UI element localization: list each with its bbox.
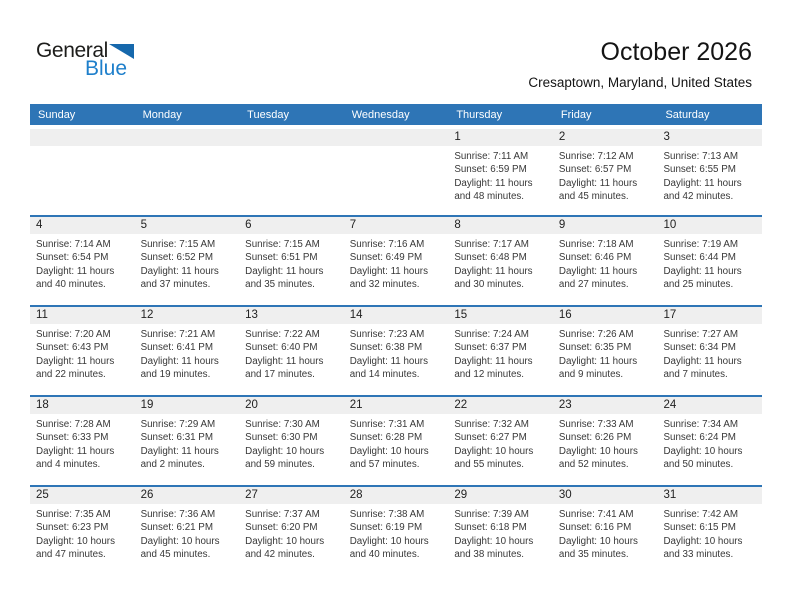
day-number: 22: [448, 397, 553, 414]
day-detail-line: and 52 minutes.: [558, 459, 629, 471]
day-number: 26: [135, 487, 240, 504]
day-detail-line: Sunset: 6:38 PM: [349, 342, 423, 354]
day-number: 27: [239, 487, 344, 504]
calendar-day-cell: [135, 397, 240, 485]
day-detail-line: and 55 minutes.: [454, 459, 525, 471]
calendar-day-cell: [448, 397, 553, 485]
day-number: 24: [657, 397, 762, 414]
day-detail-line: and 42 minutes.: [663, 191, 734, 203]
day-detail-line: and 45 minutes.: [140, 549, 211, 561]
day-number: 11: [30, 307, 135, 324]
page-subtitle: Cresaptown, Maryland, United States: [528, 75, 752, 90]
day-detail-line: Daylight: 10 hours: [349, 535, 429, 547]
day-detail-line: Sunset: 6:35 PM: [558, 342, 632, 354]
general-blue-logo: [36, 40, 134, 78]
day-detail-line: Sunrise: 7:18 AM: [558, 239, 634, 250]
weekday-header-friday: Friday: [560, 108, 592, 121]
day-details: [657, 234, 762, 292]
day-detail-line: and 7 minutes.: [663, 369, 728, 381]
calendar-day-cell: [448, 129, 553, 215]
day-detail-line: Sunrise: 7:38 AM: [349, 509, 425, 520]
day-details: [239, 146, 344, 150]
day-details: [553, 234, 658, 292]
day-detail-line: Daylight: 10 hours: [36, 535, 115, 547]
day-detail-line: and 50 minutes.: [663, 459, 734, 471]
day-number: 21: [344, 397, 449, 414]
day-details: [553, 414, 658, 472]
calendar-day-cell: [239, 129, 344, 215]
day-detail-line: Daylight: 11 hours: [36, 265, 115, 277]
day-details: [553, 324, 658, 382]
day-detail-line: and 40 minutes.: [36, 279, 106, 291]
day-detail-line: Daylight: 10 hours: [454, 535, 534, 547]
day-detail-line: Sunrise: 7:42 AM: [663, 509, 739, 520]
day-number: 17: [657, 307, 762, 324]
calendar-day-cell: [553, 307, 658, 395]
day-number: 19: [135, 397, 240, 414]
day-detail-line: and 32 minutes.: [349, 279, 420, 291]
calendar-day-cell: [239, 307, 344, 395]
day-detail-line: Sunrise: 7:20 AM: [36, 329, 111, 340]
day-detail-line: Sunset: 6:52 PM: [140, 252, 214, 264]
day-detail-line: Sunrise: 7:14 AM: [36, 239, 111, 250]
day-detail-line: Sunrise: 7:24 AM: [454, 329, 529, 340]
day-details: [657, 324, 762, 382]
day-number: 12: [135, 307, 240, 324]
day-number: 20: [239, 397, 344, 414]
day-number: 13: [239, 307, 344, 324]
day-detail-line: Sunset: 6:26 PM: [558, 432, 632, 444]
calendar-day-cell: [135, 129, 240, 215]
calendar-day-cell: [344, 217, 449, 305]
day-detail-line: Sunset: 6:57 PM: [558, 164, 632, 176]
day-detail-line: Daylight: 11 hours: [454, 265, 533, 277]
day-details: [30, 414, 135, 472]
day-detail-line: Daylight: 10 hours: [454, 445, 534, 457]
day-detail-line: Daylight: 11 hours: [245, 355, 324, 367]
day-detail-line: and 37 minutes.: [140, 279, 211, 291]
day-details: [553, 146, 658, 204]
weekday-header-wednesday: Wednesday: [351, 108, 410, 121]
day-number: [239, 129, 344, 146]
day-details: [30, 504, 135, 562]
day-detail-line: and 40 minutes.: [349, 549, 420, 561]
calendar-day-cell: [553, 217, 658, 305]
day-details: [30, 146, 135, 150]
calendar-day-cell: [553, 487, 658, 575]
day-details: [448, 504, 553, 562]
day-number: 6: [239, 217, 344, 234]
weekday-header-saturday: Saturday: [665, 108, 710, 121]
day-number: 10: [657, 217, 762, 234]
day-detail-line: Sunrise: 7:15 AM: [245, 239, 320, 250]
day-number: [135, 129, 240, 146]
calendar-week-row: [30, 395, 762, 485]
day-detail-line: Daylight: 11 hours: [663, 177, 742, 189]
day-detail-line: Sunrise: 7:27 AM: [663, 329, 739, 340]
title-block: [528, 38, 752, 91]
day-details: [344, 234, 449, 292]
day-details: [135, 504, 240, 562]
day-detail-line: Sunset: 6:15 PM: [663, 522, 736, 534]
day-details: [135, 324, 240, 382]
day-detail-line: Sunset: 6:33 PM: [36, 432, 109, 444]
calendar-day-cell: [448, 307, 553, 395]
calendar-day-cell: [448, 487, 553, 575]
day-detail-line: Sunset: 6:54 PM: [36, 252, 109, 264]
day-detail-line: Sunrise: 7:37 AM: [245, 509, 320, 520]
day-detail-line: Daylight: 11 hours: [245, 265, 324, 277]
calendar-day-cell: [344, 487, 449, 575]
day-detail-line: and 17 minutes.: [245, 369, 315, 381]
day-detail-line: Sunrise: 7:15 AM: [140, 239, 216, 250]
day-detail-line: Sunrise: 7:22 AM: [245, 329, 320, 340]
day-detail-line: Daylight: 11 hours: [558, 177, 638, 189]
day-detail-line: Sunset: 6:16 PM: [558, 522, 632, 534]
day-number: 14: [344, 307, 449, 324]
calendar-day-cell: [135, 487, 240, 575]
day-details: [30, 234, 135, 292]
day-detail-line: Sunset: 6:48 PM: [454, 252, 527, 264]
day-detail-line: Sunrise: 7:36 AM: [140, 509, 216, 520]
day-detail-line: and 47 minutes.: [36, 549, 106, 561]
day-detail-line: Sunrise: 7:39 AM: [454, 509, 529, 520]
day-number: 28: [344, 487, 449, 504]
day-detail-line: and 22 minutes.: [36, 369, 106, 381]
day-detail-line: Daylight: 11 hours: [663, 265, 742, 277]
calendar-week-row: [30, 215, 762, 305]
day-detail-line: Sunset: 6:20 PM: [245, 522, 318, 534]
day-detail-line: Sunset: 6:37 PM: [454, 342, 527, 354]
day-detail-line: and 38 minutes.: [454, 549, 525, 561]
day-detail-line: Sunset: 6:30 PM: [245, 432, 318, 444]
day-detail-line: Sunset: 6:43 PM: [36, 342, 109, 354]
day-detail-line: Sunset: 6:59 PM: [454, 164, 527, 176]
day-number: 31: [657, 487, 762, 504]
day-detail-line: Sunset: 6:44 PM: [663, 252, 736, 264]
calendar-day-cell: [239, 487, 344, 575]
day-details: [30, 324, 135, 382]
day-detail-line: Sunset: 6:49 PM: [349, 252, 423, 264]
day-details: [344, 146, 449, 150]
day-number: [344, 129, 449, 146]
day-detail-line: Daylight: 11 hours: [349, 265, 428, 277]
day-number: 23: [553, 397, 658, 414]
calendar-day-cell: [657, 129, 762, 215]
day-detail-line: Sunrise: 7:33 AM: [558, 419, 634, 430]
day-details: [135, 414, 240, 472]
calendar-day-cell: [657, 217, 762, 305]
calendar-day-cell: [657, 397, 762, 485]
day-number: 2: [553, 129, 658, 146]
day-details: [553, 504, 658, 562]
day-detail-line: Sunrise: 7:13 AM: [663, 151, 739, 162]
calendar-weeks: [30, 125, 762, 575]
day-detail-line: Sunset: 6:51 PM: [245, 252, 318, 264]
day-detail-line: Sunrise: 7:17 AM: [454, 239, 529, 250]
day-details: [239, 504, 344, 562]
day-detail-line: and 59 minutes.: [245, 459, 315, 471]
page-title: October 2026: [600, 38, 752, 66]
day-detail-line: Sunrise: 7:32 AM: [454, 419, 529, 430]
day-details: [135, 146, 240, 150]
day-detail-line: Sunrise: 7:21 AM: [140, 329, 216, 340]
day-detail-line: and 9 minutes.: [558, 369, 624, 381]
day-detail-line: Sunset: 6:34 PM: [663, 342, 736, 354]
day-detail-line: Sunset: 6:40 PM: [245, 342, 318, 354]
day-detail-line: and 35 minutes.: [558, 549, 629, 561]
day-detail-line: Sunrise: 7:23 AM: [349, 329, 425, 340]
logo-text-blue: Blue: [85, 57, 128, 80]
day-detail-line: Sunrise: 7:35 AM: [36, 509, 111, 520]
day-number: 1: [448, 129, 553, 146]
day-detail-line: and 35 minutes.: [245, 279, 315, 291]
day-detail-line: Sunset: 6:41 PM: [140, 342, 214, 354]
calendar-day-cell: [553, 397, 658, 485]
day-details: [239, 234, 344, 292]
day-number: 16: [553, 307, 658, 324]
day-details: [344, 414, 449, 472]
day-details: [657, 504, 762, 562]
calendar-week-row: [30, 125, 762, 215]
day-detail-line: and 25 minutes.: [663, 279, 734, 291]
day-detail-line: Sunrise: 7:19 AM: [663, 239, 739, 250]
day-detail-line: Sunset: 6:31 PM: [140, 432, 214, 444]
day-detail-line: Sunrise: 7:30 AM: [245, 419, 320, 430]
weekday-header-tuesday: Tuesday: [247, 108, 289, 121]
day-number: 5: [135, 217, 240, 234]
day-detail-line: Daylight: 10 hours: [558, 445, 638, 457]
calendar-day-cell: [30, 129, 135, 215]
day-number: 30: [553, 487, 658, 504]
day-number: 25: [30, 487, 135, 504]
day-detail-line: Daylight: 11 hours: [36, 355, 115, 367]
day-number: 7: [344, 217, 449, 234]
weekday-header-sunday: Sunday: [38, 108, 76, 121]
day-number: 15: [448, 307, 553, 324]
day-detail-line: Daylight: 11 hours: [558, 265, 638, 277]
day-detail-line: and 33 minutes.: [663, 549, 734, 561]
calendar-day-cell: [657, 307, 762, 395]
day-details: [344, 504, 449, 562]
day-detail-line: Daylight: 11 hours: [454, 355, 533, 367]
day-detail-line: Sunrise: 7:41 AM: [558, 509, 634, 520]
day-detail-line: Daylight: 11 hours: [558, 355, 638, 367]
day-detail-line: Sunset: 6:23 PM: [36, 522, 109, 534]
day-details: [448, 324, 553, 382]
day-detail-line: Sunset: 6:46 PM: [558, 252, 632, 264]
day-detail-line: and 48 minutes.: [454, 191, 525, 203]
calendar-day-cell: [448, 217, 553, 305]
day-detail-line: Daylight: 10 hours: [245, 445, 325, 457]
calendar-day-cell: [657, 487, 762, 575]
weekday-header-thursday: Thursday: [456, 108, 503, 121]
day-detail-line: Sunset: 6:55 PM: [663, 164, 736, 176]
day-detail-line: Sunrise: 7:28 AM: [36, 419, 111, 430]
day-details: [657, 146, 762, 204]
day-detail-line: Daylight: 10 hours: [558, 535, 638, 547]
day-detail-line: and 14 minutes.: [349, 369, 420, 381]
calendar-day-cell: [30, 487, 135, 575]
calendar-day-cell: [135, 307, 240, 395]
calendar-day-cell: [553, 129, 658, 215]
day-number: 18: [30, 397, 135, 414]
day-detail-line: Daylight: 11 hours: [140, 445, 219, 457]
day-detail-line: Sunset: 6:28 PM: [349, 432, 423, 444]
day-detail-line: and 45 minutes.: [558, 191, 629, 203]
day-details: [135, 234, 240, 292]
day-detail-line: Sunrise: 7:34 AM: [663, 419, 739, 430]
day-detail-line: Daylight: 11 hours: [36, 445, 115, 457]
day-detail-line: Daylight: 10 hours: [349, 445, 429, 457]
day-detail-line: and 12 minutes.: [454, 369, 525, 381]
day-details: [239, 414, 344, 472]
calendar-day-cell: [30, 397, 135, 485]
day-number: 9: [553, 217, 658, 234]
calendar-day-cell: [344, 129, 449, 215]
calendar-week-row: [30, 305, 762, 395]
day-detail-line: Sunrise: 7:16 AM: [349, 239, 425, 250]
day-detail-line: and 4 minutes.: [36, 459, 101, 471]
day-number: [30, 129, 135, 146]
day-detail-line: Daylight: 10 hours: [663, 445, 743, 457]
day-details: [448, 414, 553, 472]
day-detail-line: and 27 minutes.: [558, 279, 629, 291]
day-detail-line: and 2 minutes.: [140, 459, 205, 471]
day-number: 3: [657, 129, 762, 146]
day-detail-line: and 30 minutes.: [454, 279, 525, 291]
day-detail-line: Daylight: 11 hours: [349, 355, 428, 367]
day-detail-line: and 19 minutes.: [140, 369, 211, 381]
day-detail-line: Daylight: 11 hours: [454, 177, 533, 189]
day-detail-line: Daylight: 11 hours: [140, 355, 219, 367]
day-number: 4: [30, 217, 135, 234]
calendar-day-cell: [135, 217, 240, 305]
calendar-day-cell: [30, 307, 135, 395]
weekday-header-monday: Monday: [142, 108, 182, 121]
day-detail-line: Sunset: 6:21 PM: [140, 522, 214, 534]
day-detail-line: Daylight: 10 hours: [245, 535, 325, 547]
day-detail-line: Sunrise: 7:31 AM: [349, 419, 425, 430]
calendar-day-cell: [344, 307, 449, 395]
day-detail-line: Sunrise: 7:26 AM: [558, 329, 634, 340]
calendar-day-cell: [239, 217, 344, 305]
day-detail-line: Sunset: 6:19 PM: [349, 522, 423, 534]
day-detail-line: and 57 minutes.: [349, 459, 420, 471]
logo-text-general: General: [36, 39, 108, 62]
calendar-day-cell: [239, 397, 344, 485]
day-details: [448, 146, 553, 204]
day-detail-line: Sunrise: 7:11 AM: [454, 151, 529, 162]
day-detail-line: Sunrise: 7:12 AM: [558, 151, 634, 162]
day-details: [239, 324, 344, 382]
day-number: 8: [448, 217, 553, 234]
day-detail-line: Daylight: 10 hours: [663, 535, 743, 547]
day-details: [657, 414, 762, 472]
day-detail-line: Daylight: 11 hours: [663, 355, 742, 367]
day-details: [344, 324, 449, 382]
day-detail-line: Daylight: 11 hours: [140, 265, 219, 277]
day-detail-line: Sunset: 6:24 PM: [663, 432, 736, 444]
day-detail-line: Sunset: 6:18 PM: [454, 522, 527, 534]
day-detail-line: Sunrise: 7:29 AM: [140, 419, 216, 430]
day-detail-line: Sunset: 6:27 PM: [454, 432, 527, 444]
day-number: 29: [448, 487, 553, 504]
calendar-day-cell: [344, 397, 449, 485]
day-details: [448, 234, 553, 292]
day-detail-line: Daylight: 10 hours: [140, 535, 220, 547]
calendar-day-cell: [30, 217, 135, 305]
weekday-header-row: [30, 104, 762, 125]
calendar-table: [30, 104, 762, 575]
day-detail-line: and 42 minutes.: [245, 549, 315, 561]
calendar-week-row: [30, 485, 762, 575]
